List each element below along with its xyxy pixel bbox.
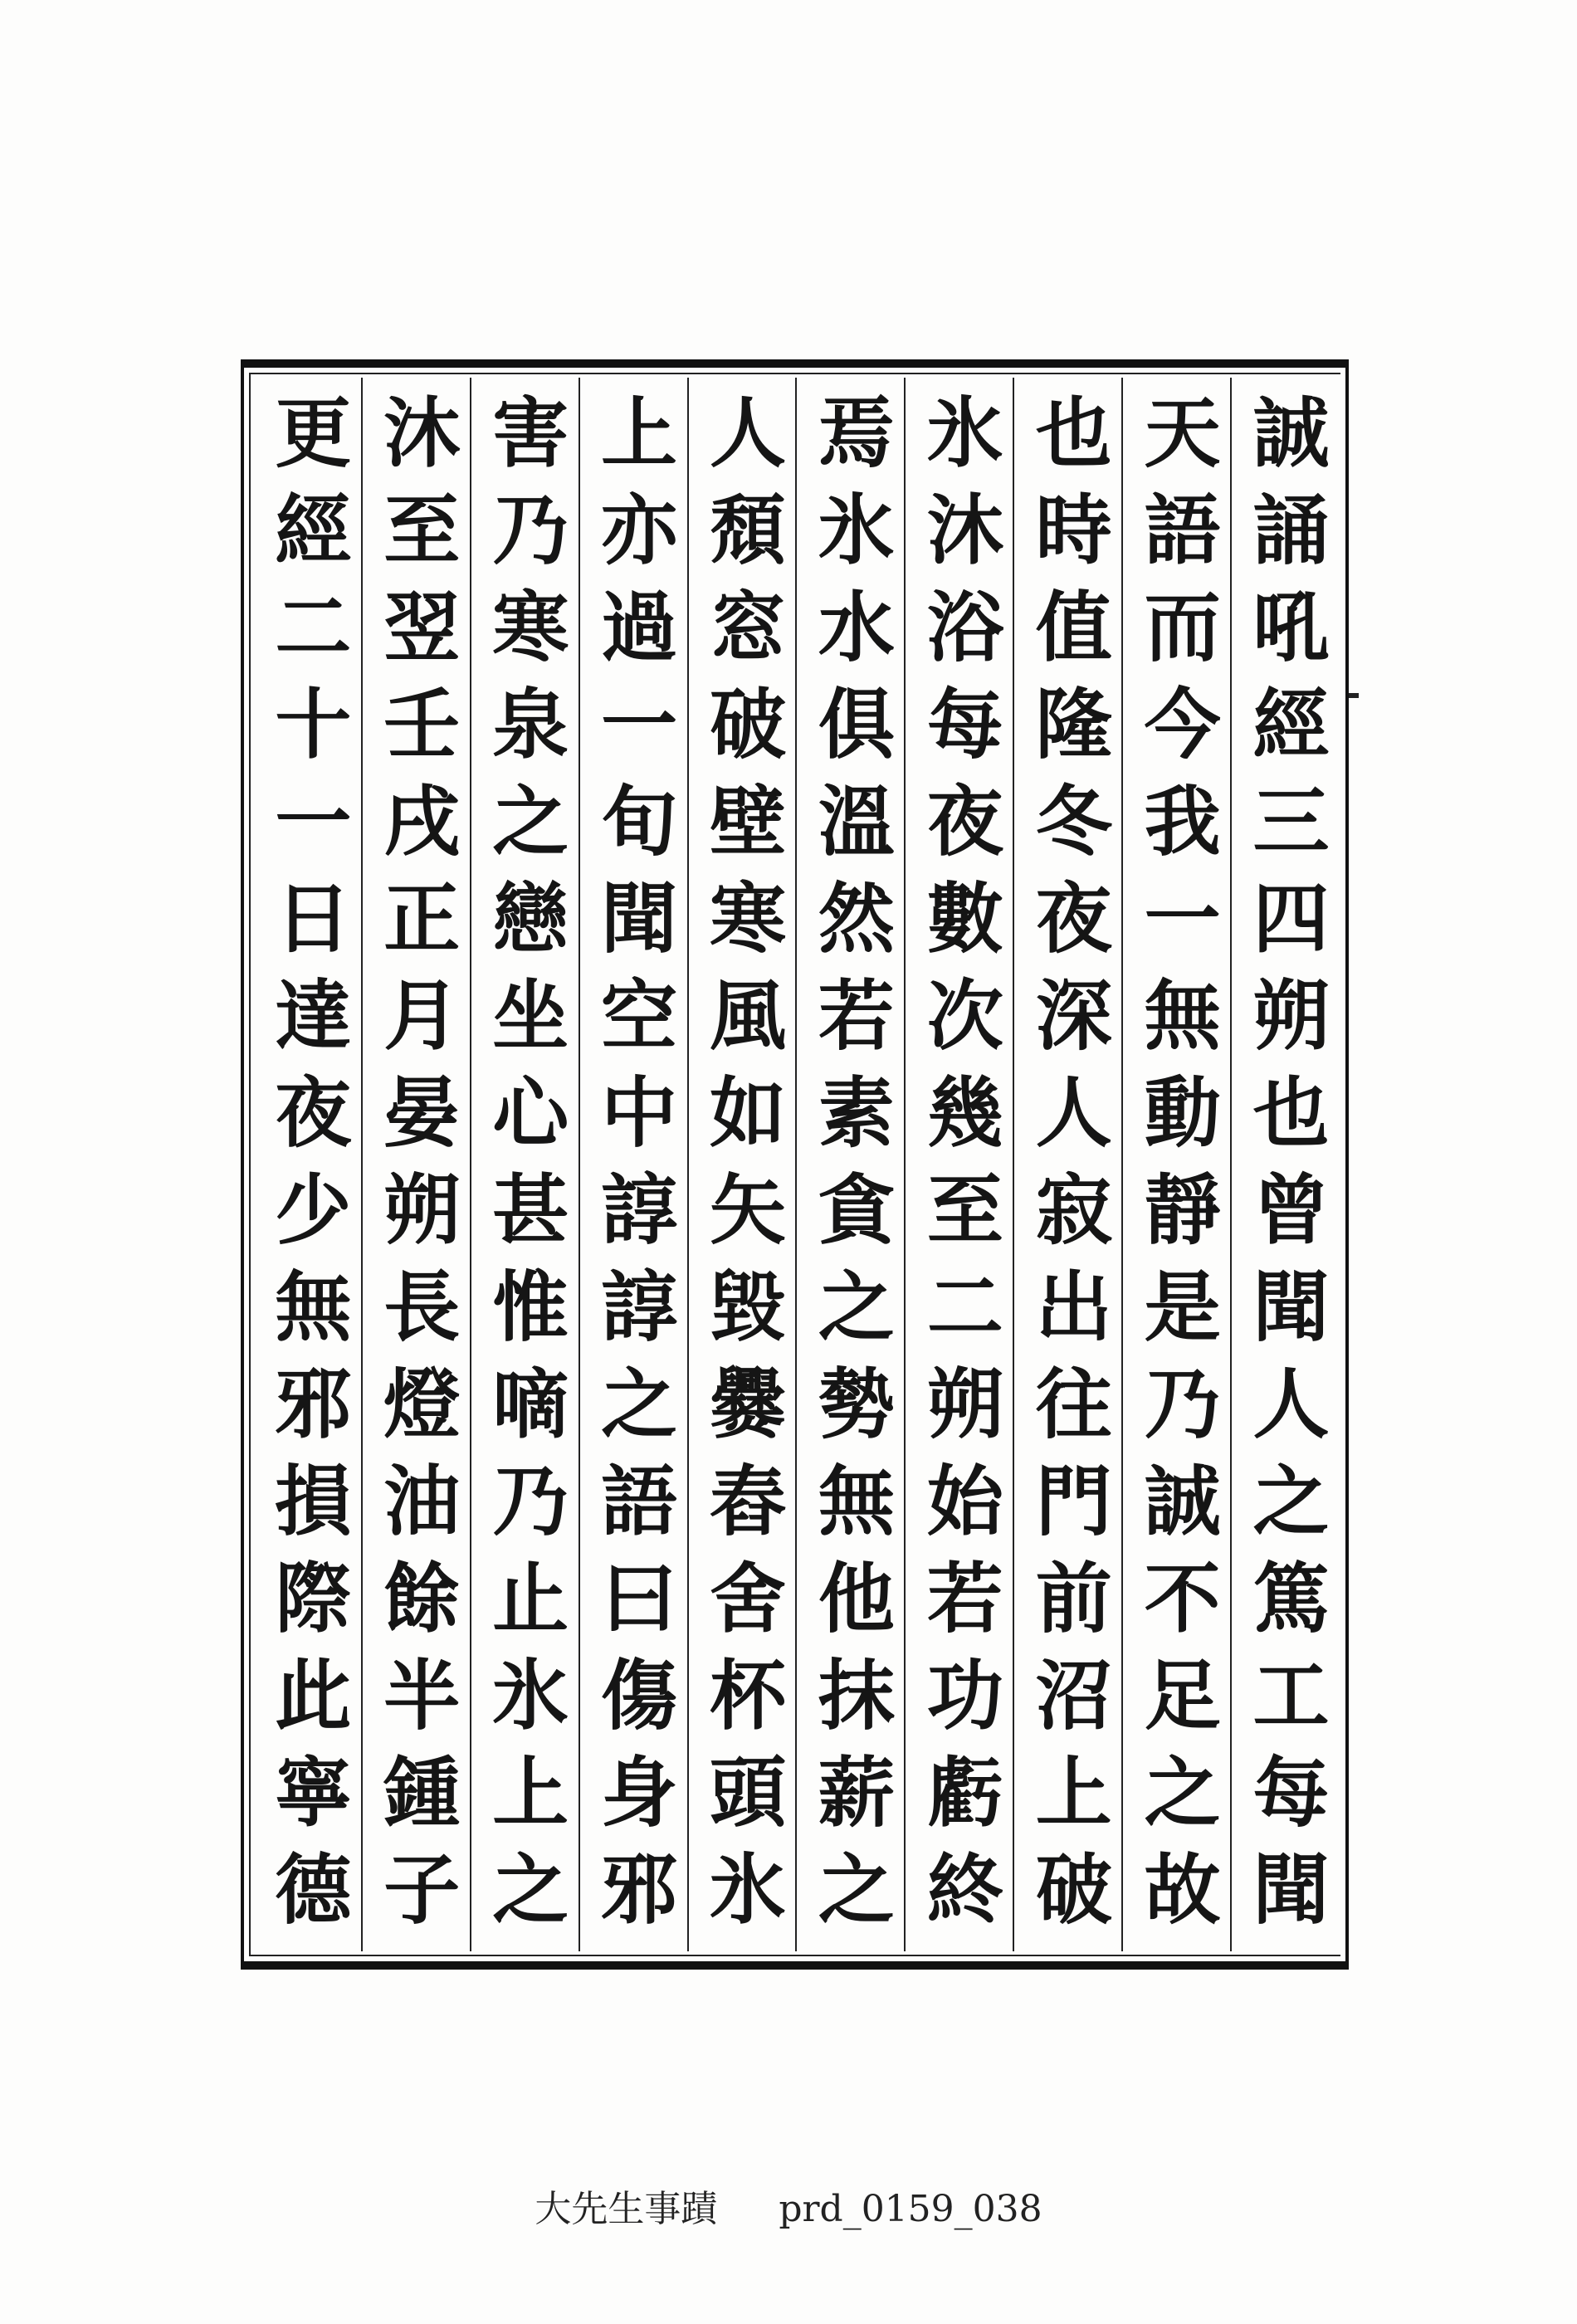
column-text: 誠誦吼經三四朔也曾聞人之篤工每聞 <box>1240 393 1330 1946</box>
text-column-8 <box>470 378 579 1951</box>
book-title: 大先生事蹟 <box>535 2188 718 2230</box>
frame-tab-mark <box>1349 693 1359 698</box>
text-column-2 <box>1121 378 1230 1951</box>
text-column-4 <box>904 378 1013 1951</box>
text-column-10 <box>254 378 361 1951</box>
text-column-7 <box>579 378 687 1951</box>
column-text: 也時值隆冬夜深人寂出往門前沼上破 <box>1023 393 1113 1946</box>
page-footer <box>0 2179 1577 2232</box>
text-column-5 <box>795 378 904 1951</box>
text-column-1 <box>1230 378 1339 1951</box>
column-text: 氷沐浴每夜數次幾至二朔始若功虧終 <box>914 393 1004 1946</box>
page-id: prd_0159_038 <box>779 2188 1042 2230</box>
column-text: 天語而今我一無動靜是乃誠不足之故 <box>1131 393 1222 1946</box>
text-column-6 <box>687 378 796 1951</box>
column-text: 害乃寒泉之戀坐心甚惟嘀乃止氷上之 <box>480 393 570 1946</box>
text-frame <box>241 359 1349 1970</box>
column-text: 焉氷水俱溫然若素貪之勢無他抹薪之 <box>805 393 896 1946</box>
text-column-9 <box>361 378 470 1951</box>
column-text: 更經二十一日達夜少無邪損際此寧德 <box>262 393 353 1946</box>
column-text: 人頹窓破壁寒風如矢毀爨舂舍杯頭氷 <box>697 393 788 1946</box>
column-text: 上亦過一旬聞空中諄諄之語曰傷身邪 <box>588 393 679 1946</box>
text-columns <box>254 378 1339 1951</box>
text-column-3 <box>1013 378 1121 1951</box>
column-text: 沐至翌壬戌正月晏朔長燈油餘半鍾子 <box>371 393 461 1946</box>
